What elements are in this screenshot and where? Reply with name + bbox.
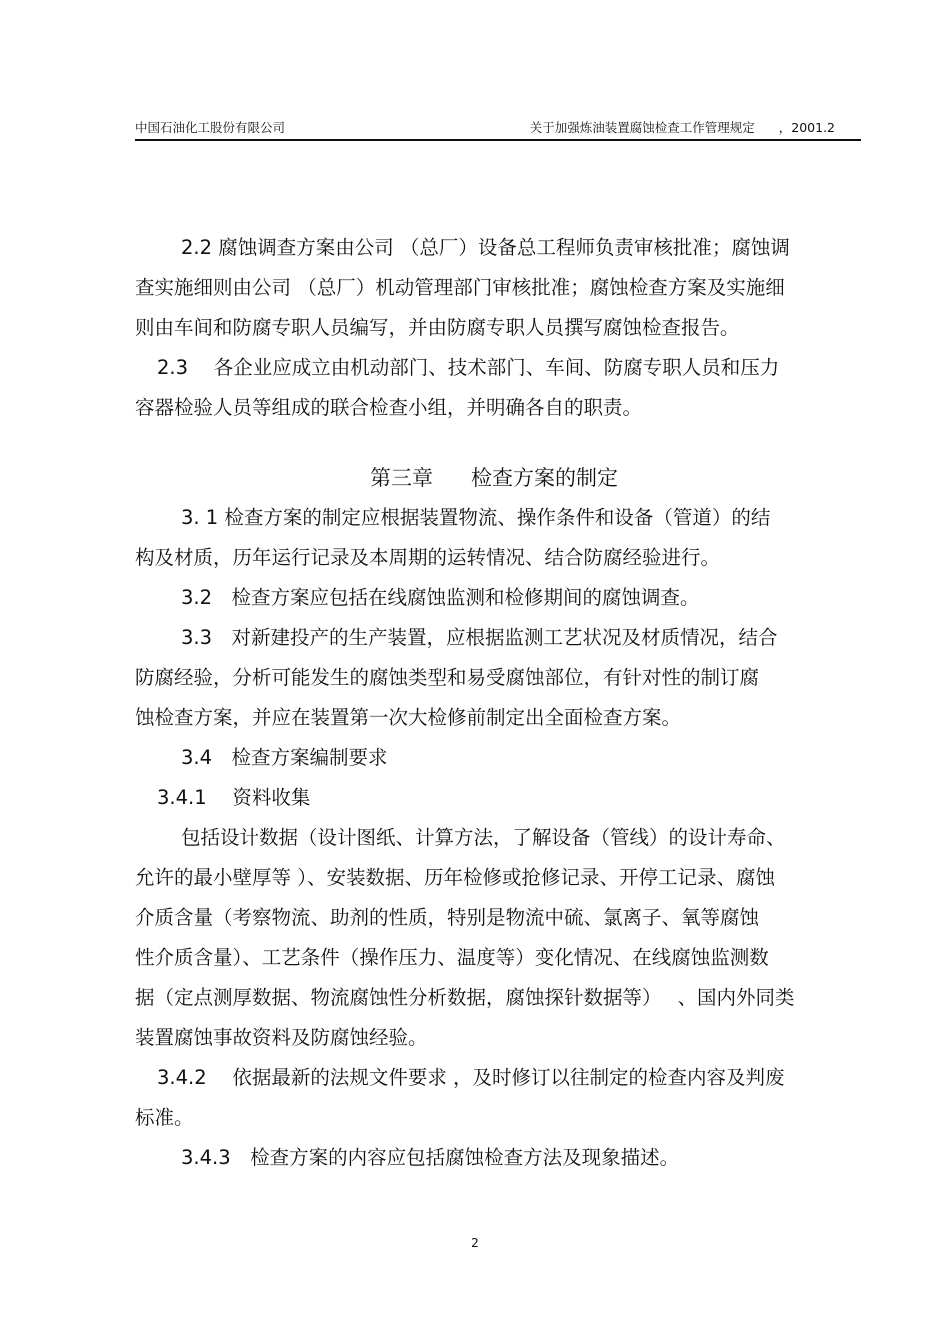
chapter-number: 第三章 (370, 466, 433, 490)
para-2-2-line-2: 查实施细则由公司 （总厂）机动管理部门审核批准；腐蚀检查方案及实施细 (135, 276, 785, 299)
para-3-4-2-line-2: 标准。 (135, 1106, 194, 1129)
para-2-2-line-3: 则由车间和防腐专职人员编写，并由防腐专职人员撰写腐蚀检查报告。 (135, 316, 740, 339)
para-data-line-2: 允许的最小壁厚等 ）、安装数据、历年检修或抢修记录、开停工记录、腐蚀 (135, 866, 775, 889)
para-3-4-3: 3.4.3 检查方案的内容应包括腐蚀检查方法及现象描述。 (181, 1146, 680, 1169)
para-3-1-line-2: 构及材质，历年运行记录及本周期的运转情况、结合防腐经验进行。 (135, 546, 721, 569)
chapter-title: 检查方案的制定 (471, 466, 618, 490)
para-data-line-4: 性介质含量）、工艺条件（操作压力、温度等）变化情况、在线腐蚀监测数 (135, 946, 769, 969)
para-2-2-line-1: 2.2 腐蚀调查方案由公司 （总厂）设备总工程师负责审核批准；腐蚀调 (181, 236, 790, 259)
page-header (135, 118, 861, 140)
para-data-line-5: 据（定点测厚数据、物流腐蚀性分析数据，腐蚀探针数据等） 、国内外同类 (135, 986, 795, 1009)
para-3-4-2-line-1: 3.4.2 依据最新的法规文件要求 ，及时修订以往制定的检查内容及判废 (157, 1066, 785, 1089)
para-3-1-line-1: 3. 1 检查方案的制定应根据装置物流、操作条件和设备（管道）的结 (181, 506, 771, 529)
para-data-line-1: 包括设计数据（设计图纸、计算方法，了解设备（管线）的设计寿命、 (181, 826, 786, 849)
para-3-3-line-2: 防腐经验，分析可能发生的腐蚀类型和易受腐蚀部位，有针对性的制订腐 (135, 666, 760, 689)
chapter-heading (135, 458, 853, 498)
header-doc-title (530, 118, 835, 136)
para-3-4-1: 3.4.1 资料收集 (157, 786, 311, 809)
para-2-3-line-2: 容器检验人员等组成的联合检查小组，并明确各自的职责。 (135, 396, 643, 419)
header-date: ，2001.2 (778, 120, 835, 135)
para-3-3-line-1: 3.3 对新建投产的生产装置，应根据监测工艺状况及材质情况，结合 (181, 626, 778, 649)
header-title-text: 关于加强炼油装置腐蚀检查工作管理规定 (529, 120, 755, 135)
header-company: 中国石油化工股份有限公司 (135, 120, 286, 135)
page-number: 2 (471, 1236, 479, 1250)
para-2-3-line-1: 2.3 各企业应成立由机动部门、技术部门、车间、防腐专职人员和压力 (157, 356, 780, 379)
para-3-2: 3.2 检查方案应包括在线腐蚀监测和检修期间的腐蚀调查。 (181, 586, 700, 609)
para-3-4: 3.4 检查方案编制要求 (181, 746, 388, 769)
para-data-line-6: 装置腐蚀事故资料及防腐蚀经验。 (135, 1026, 428, 1049)
para-data-line-3: 介质含量（考察物流、助剂的性质，特别是物流中硫、氯离子、氧等腐蚀 (135, 906, 760, 929)
header-rule (135, 139, 861, 141)
para-3-3-line-3: 蚀检查方案，并应在装置第一次大检修前制定出全面检查方案。 (135, 706, 682, 729)
document-body (135, 228, 853, 1178)
